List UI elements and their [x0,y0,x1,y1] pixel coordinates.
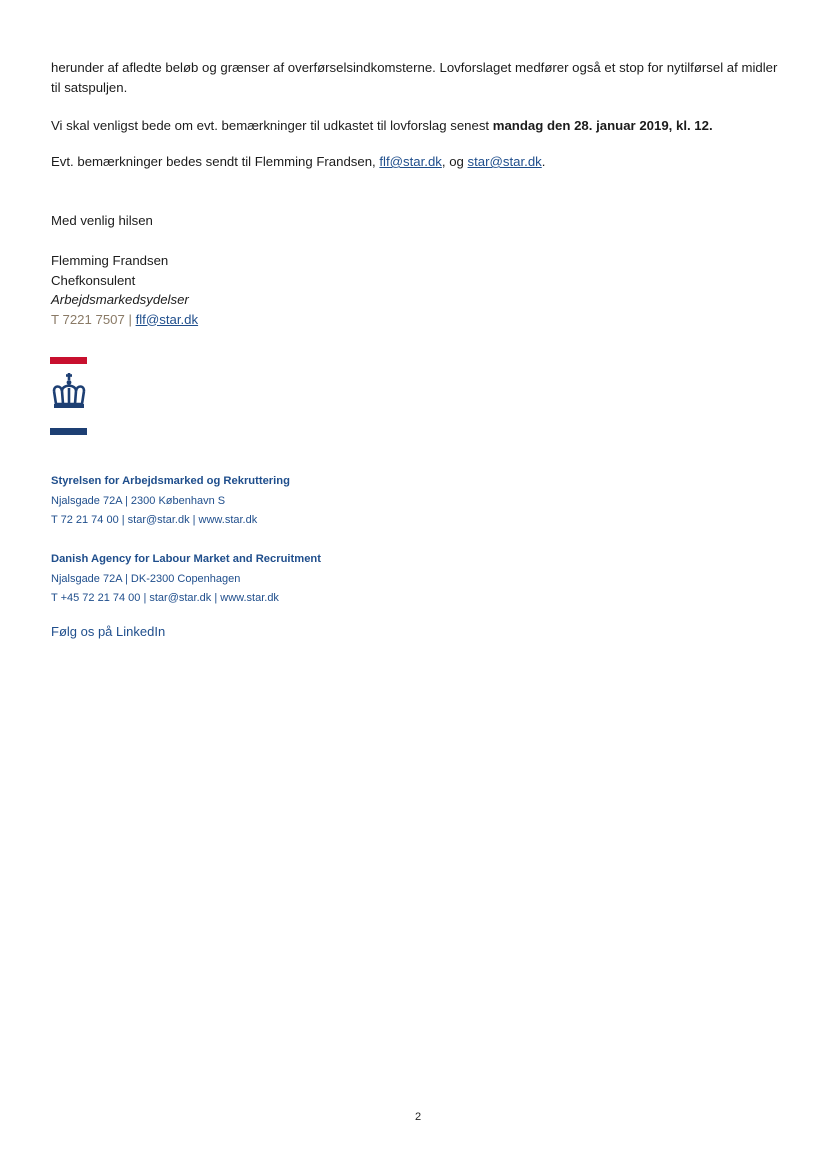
agency-info-english [51,550,321,609]
agency-contact: T 72 21 74 00 | star@star.dk | www.star.dk [51,514,258,526]
agency-contact: T +45 72 21 74 00 | star@star.dk | www.star.dk [51,592,279,604]
signer-title: Chefkonsulent [51,272,136,288]
signature-block [51,251,781,329]
agency-name: Danish Agency for Labour Market and Recruitment [51,553,321,565]
signer-phone: T 7221 7507 | [51,311,136,327]
paragraph-text: , og [441,154,468,169]
paragraph-text: Evt. bemærkninger bedes sendt til Flemming Frandsen, [51,154,380,169]
agency-info-danish [51,472,290,531]
signer-department: Arbejdsmarkedsydelser [51,292,189,307]
page-number: 2 [414,1111,422,1123]
crest-blue-bar [50,428,87,435]
greeting-text: Med venlig hilsen [51,213,153,228]
paragraph-deadline [51,116,781,136]
paragraph-text: . [541,154,546,169]
agency-name: Styrelsen for Arbejdsmarked og Rekruttering [51,475,290,487]
agency-address: Njalsgade 72A | 2300 København S [51,494,226,507]
signer-name: Flemming Frandsen [51,253,169,268]
agency-address: Njalsgade 72A | DK-2300 Copenhagen [51,572,241,585]
closing-greeting [51,211,781,231]
email-link-flf[interactable]: flf@star.dk [379,154,442,169]
deadline-text: mandag den 28. januar 2019, kl. 12. [492,118,713,133]
crest-red-bar [50,357,87,364]
paragraph-text: Vi skal venligst bede om evt. bemærkninger til udkastet til lovforslag senest [51,118,493,133]
linkedin-follow-link[interactable]: Følg os på LinkedIn [51,624,166,639]
paragraph-contact [51,152,781,172]
signer-email-link[interactable]: flf@star.dk [135,311,199,327]
email-link-star[interactable]: star@star.dk [467,154,542,169]
paragraph-text: herunder af afledte beløb og grænser af overførselsindkomsterne. Lovforslaget medfører også et stop for nytilførsel af midler til satspuljen. [51,60,778,95]
agency-crest [50,357,88,437]
paragraph-overforsel [51,58,781,98]
crown-icon [51,371,87,411]
